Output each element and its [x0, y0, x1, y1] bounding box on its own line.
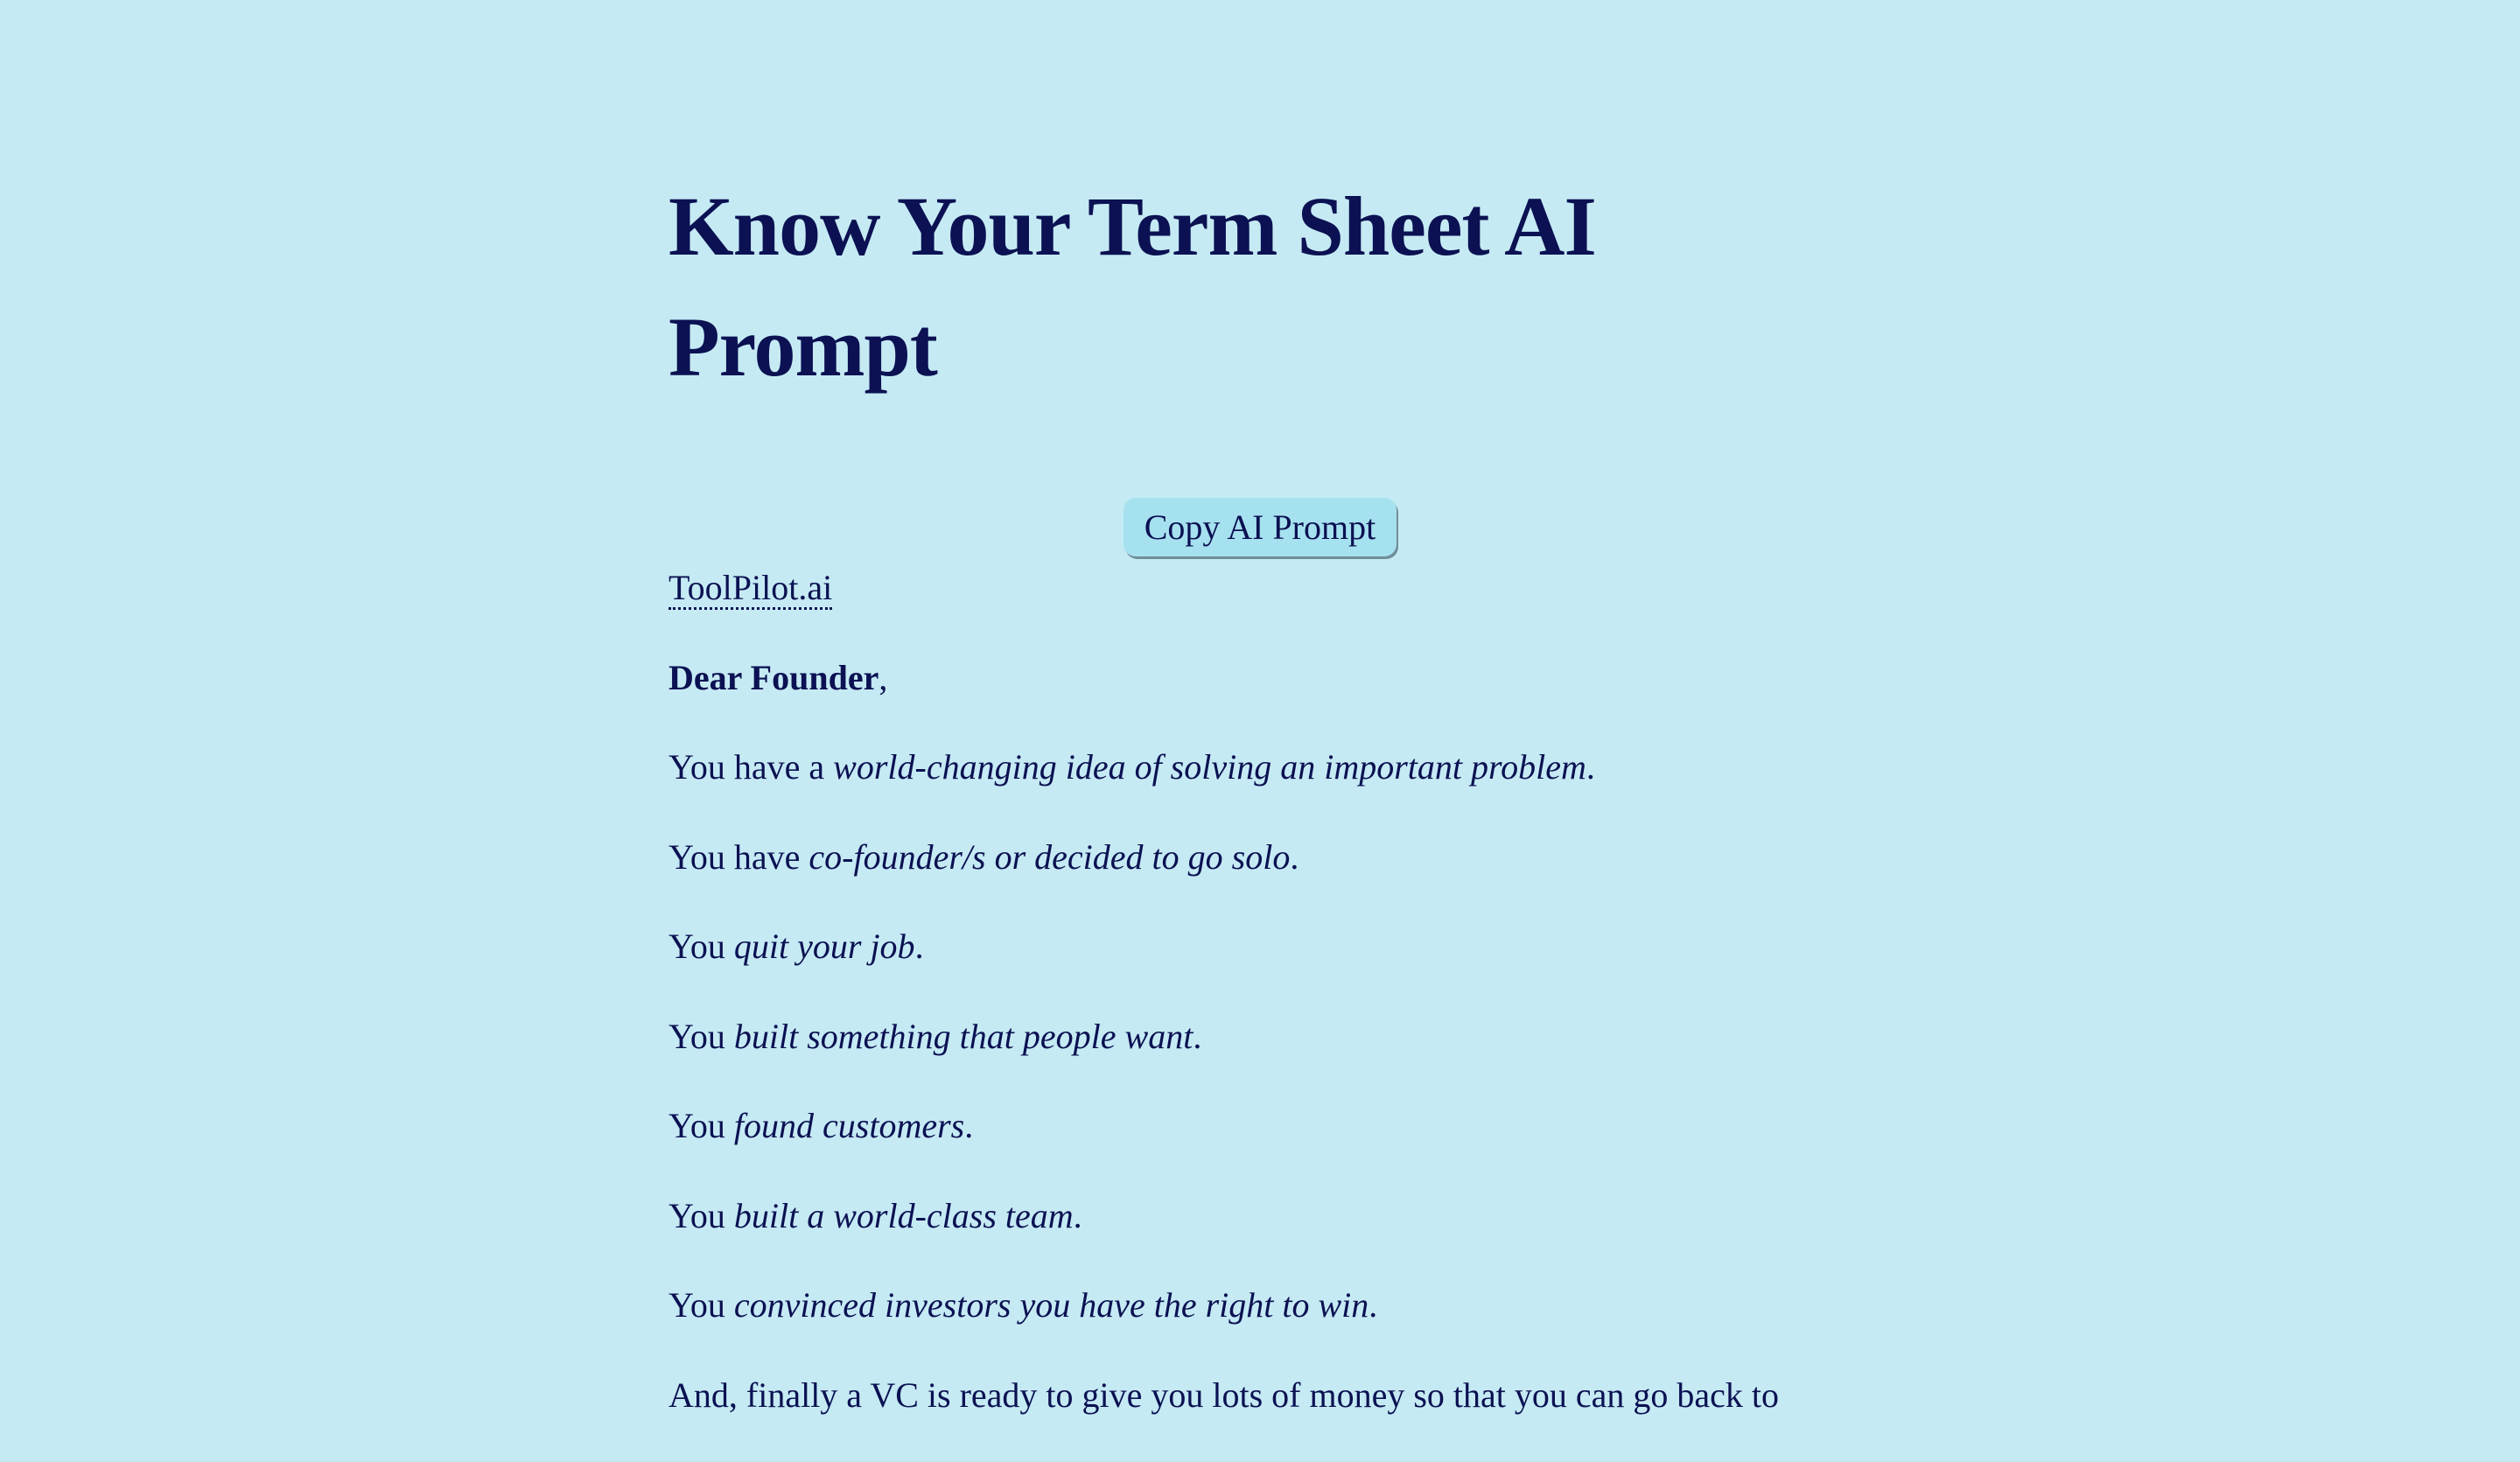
page-title: Know Your Term Sheet AI Prompt — [668, 179, 1596, 394]
letter-line: You have a world-changing idea of solving an important problem. — [668, 747, 1595, 787]
letter-line: You built a world-class team. — [668, 1195, 1082, 1235]
toolpilot-link[interactable]: ToolPilot.ai — [668, 568, 832, 610]
copy-ai-prompt-button[interactable]: Copy AI Prompt — [1124, 498, 1396, 556]
greeting: Dear Founder, — [668, 657, 888, 697]
letter-body — [668, 565, 1852, 1462]
letter-line: You have co-founder/s or decided to go solo. — [668, 836, 1299, 877]
closing-paragraph: And, finally a VC is ready to give you lots of money so that you can go back to — [668, 1375, 1780, 1415]
letter-line: You found customers. — [668, 1106, 974, 1145]
letter-line: You quit your job. — [668, 927, 924, 966]
letter-line: You built something that people want. — [668, 1016, 1202, 1056]
letter-line: You convinced investors you have the right to win. — [668, 1285, 1378, 1325]
